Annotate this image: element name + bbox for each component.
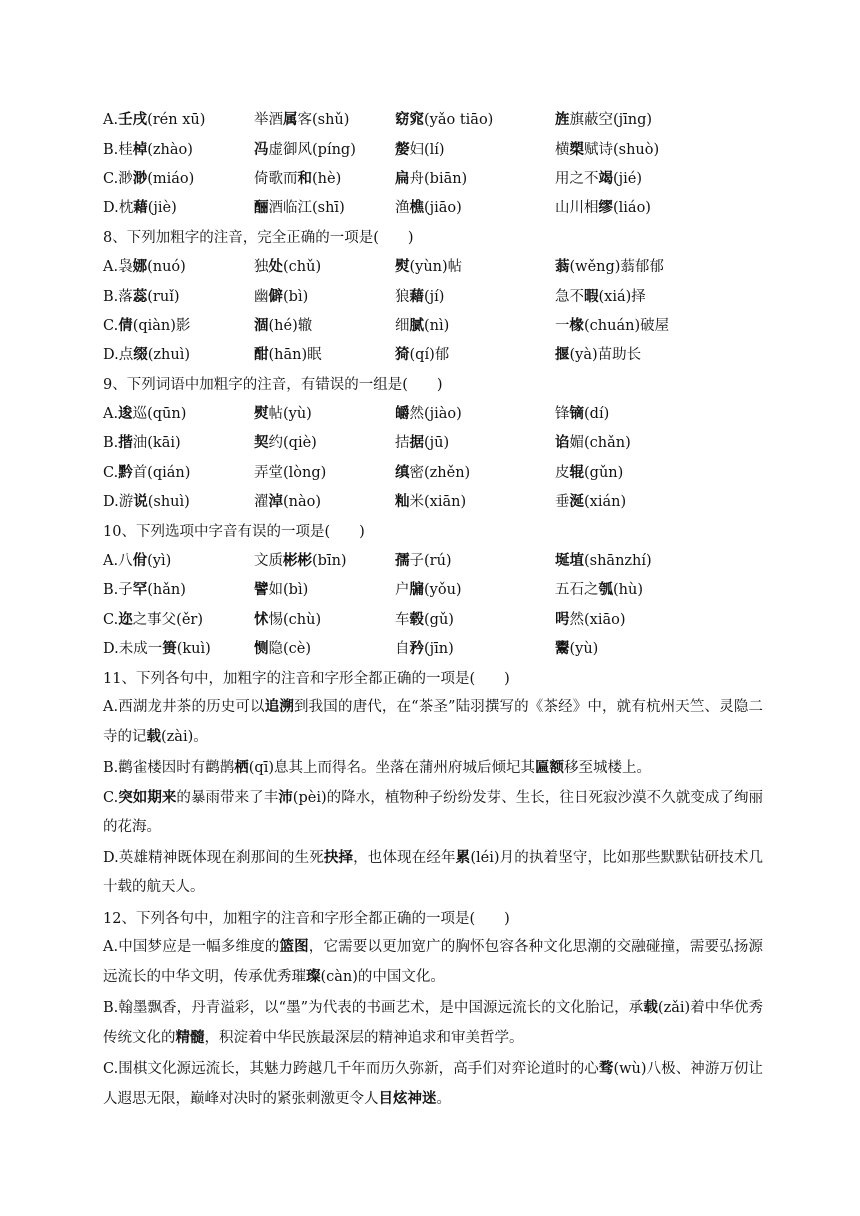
- cell: B.落蕊(ruǐ): [103, 287, 180, 305]
- cell: 嫠妇(lí): [395, 140, 445, 158]
- cell: 恻隐(cè): [254, 640, 312, 658]
- cell: 幽僻(bì): [254, 287, 309, 305]
- question-8: [103, 222, 763, 369]
- cell: A.八佾(yì): [103, 552, 172, 570]
- cell: 车毂(gǔ): [395, 610, 454, 628]
- option-row: [103, 280, 763, 309]
- cell: 埏埴(shānzhí): [555, 552, 652, 570]
- option-row: [103, 457, 763, 486]
- cell: 急不暇(xiá)择: [555, 287, 646, 305]
- q7-option-d: [103, 192, 763, 221]
- option-d: D.英雄精神既体现在刹那间的生死抉择，也体现在经年累(léi)月的执着坚守，比如那些默默钻研技术几十载的航天人。: [103, 848, 764, 896]
- question-11: [103, 662, 763, 902]
- question-stem: 8、下列加粗字的注音，完全正确的一项是( ): [103, 229, 414, 246]
- option-a: A.中国梦应是一幅多维度的篮图，它需要以更加宽广的胸怀包容各种文化思潮的交融碰撞，需要弘扬源远流长的中华文明，传承优秀璀璨(càn)的中国文化。: [103, 938, 764, 986]
- cell: 细腻(nì): [395, 316, 450, 334]
- option-row: [103, 633, 763, 662]
- question-9: [103, 369, 763, 516]
- cell: D.未成一篑(kuì): [103, 640, 211, 658]
- cell: A.袅娜(nuó): [103, 258, 186, 276]
- cell: 譬如(bì): [254, 581, 309, 599]
- option-row: [103, 604, 763, 633]
- cell: 皮辊(gǔn): [555, 463, 624, 481]
- cell: 一椽(chuán)破屋: [555, 316, 670, 334]
- cell: 熨(yùn)帖: [395, 258, 463, 276]
- cell: 锋镝(dí): [555, 405, 610, 423]
- cell: A.逡巡(qūn): [103, 405, 187, 423]
- question-stem: 9、下列词语中加粗字的注音，有错误的一组是( ): [103, 376, 443, 393]
- question-10: [103, 515, 763, 662]
- cell: 窈窕(yǎo tiāo): [395, 111, 494, 129]
- option-row: [103, 339, 763, 368]
- q7-options: [103, 104, 763, 222]
- cell: 皭然(jiào): [395, 405, 462, 423]
- cell: 山川相缪(liáo): [555, 199, 651, 217]
- question-stem: 11、下列各句中，加粗字的注音和字形全都正确的一项是( ): [103, 670, 510, 687]
- cell: 蓊(wěng)蓊郁郁: [555, 258, 664, 276]
- cell: 揠(yà)苗助长: [555, 346, 642, 364]
- cell: 酣(hān)眠: [254, 346, 322, 364]
- option-row: [103, 251, 763, 280]
- question-stem: 12、下列各句中，加粗字的注音和字形全都正确的一项是( ): [103, 910, 510, 927]
- cell: 籼米(xiān): [395, 493, 467, 511]
- cell: C.黔首(qián): [103, 463, 191, 481]
- cell: 垂涎(xián): [555, 493, 627, 511]
- cell: D.枕藉(jiè): [103, 199, 177, 217]
- cell: 自矜(jīn): [395, 640, 454, 658]
- option-row: [103, 310, 763, 339]
- option-a: A.西湖龙井茶的历史可以追溯到我国的唐代，在“茶圣”陆羽撰写的《茶经》中，就有杭州天竺、灵隐二寺的记载(zài)。: [103, 697, 764, 746]
- cell: 谄媚(chǎn): [555, 434, 631, 452]
- option-c: C.围棋文化源远流长，其魅力跨越几千年而历久弥新，高手们对弈论道时的心骛(wù)八极、神游万仞让人遐思无限，巅峰对决时的紧张刺激更令人目炫神迷。: [103, 1059, 764, 1108]
- cell: 文质彬彬(bīn): [254, 552, 347, 570]
- cell: B.揩油(kāi): [103, 434, 181, 452]
- q7-option-c: [103, 163, 763, 192]
- cell: 孺子(rú): [395, 552, 452, 570]
- cell: 猗(qí)郁: [395, 346, 450, 364]
- cell: 旌旗蔽空(jīng): [555, 111, 653, 129]
- cell: 弄堂(lòng): [254, 464, 327, 481]
- question-12: [103, 903, 763, 1115]
- option-row: [103, 398, 763, 427]
- cell: 户牖(yǒu): [395, 581, 462, 599]
- question-stem: 10、下列选项中字音有误的一项是( ): [103, 523, 365, 540]
- cell: C.倩(qiàn)影: [103, 316, 191, 334]
- cell: D.点缀(zhuì): [103, 346, 190, 364]
- option-row: [103, 574, 763, 603]
- option-row: [103, 486, 763, 515]
- cell: A.壬戌(rén xū): [103, 111, 206, 129]
- cell: 独处(chǔ): [254, 258, 322, 276]
- cell: 契约(qiè): [254, 434, 317, 452]
- cell: 冯虚御风(píng): [254, 140, 356, 158]
- cell: 举酒属客(shǔ): [254, 111, 350, 129]
- cell: 熨帖(yù): [254, 405, 312, 423]
- cell: 涸(hé)辙: [254, 316, 313, 334]
- cell: 呺然(xiāo): [555, 610, 626, 628]
- cell: 濯淖(nào): [254, 493, 322, 511]
- cell: 五石之瓠(hù): [555, 581, 643, 599]
- cell: 拮据(jū): [395, 434, 450, 452]
- cell: D.游说(shuì): [103, 493, 190, 511]
- cell: 扁舟(biān): [395, 169, 468, 187]
- option-c: C.突如期来的暴雨带来了丰沛(pèi)的降水，植物种子纷纷发芽、生长，往日死寂沙漠不久就变成了绚丽的花海。: [103, 789, 764, 836]
- cell: B.子罕(hǎn): [103, 581, 186, 599]
- cell: 酾酒临江(shī): [254, 199, 345, 217]
- cell: 横槊赋诗(shuò): [555, 140, 660, 158]
- cell: B.桂棹(zhào): [103, 140, 193, 158]
- cell: 怵惕(chù): [254, 610, 322, 628]
- cell: 倚歌而和(hè): [254, 169, 342, 187]
- cell: 狼藉(jí): [395, 287, 445, 305]
- option-b: B.鹳雀楼因时有鹳鹊栖(qī)息其上而得名。坐落在蒲州府城后倾圮其匾额移至城楼上。: [103, 758, 651, 776]
- option-b: B.翰墨飘香，丹青溢彩，以“墨”为代表的书画艺术，是中国源远流长的文化胎记，承载(zǎi)着中华优秀传统文化的精髓，积淀着中华民族最深层的精神追求和审美哲学。: [103, 998, 764, 1047]
- cell: 鬻(yù): [555, 640, 599, 658]
- cell: 缜密(zhěn): [395, 463, 471, 481]
- cell: 渔樵(jiāo): [395, 199, 462, 217]
- questions-area: [103, 104, 763, 1114]
- option-row: [103, 427, 763, 456]
- q7-option-a: [103, 104, 763, 133]
- cell: C.渺渺(miáo): [103, 169, 195, 187]
- option-row: [103, 545, 763, 574]
- cell: C.迩之事父(ěr): [103, 610, 204, 628]
- cell: 用之不竭(jié): [555, 169, 643, 187]
- q7-option-b: [103, 133, 763, 162]
